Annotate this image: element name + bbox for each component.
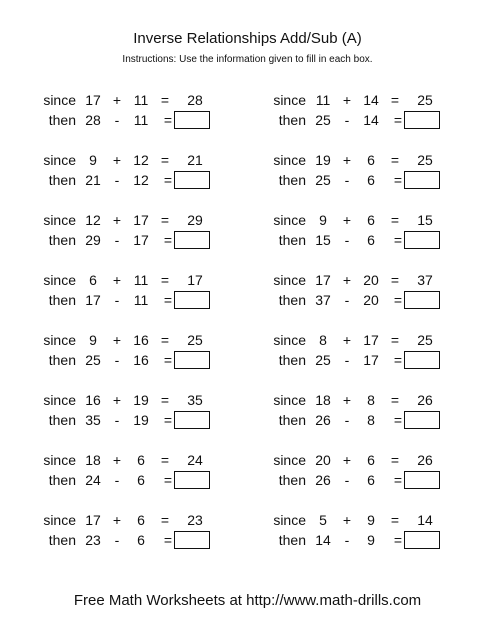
subtrahend: 8 — [367, 412, 375, 428]
sum-value: 26 — [417, 392, 433, 408]
plus-sign: + — [112, 152, 122, 168]
minus-sign: - — [114, 232, 120, 248]
answer-box[interactable] — [174, 231, 210, 249]
minuend: 28 — [85, 112, 101, 128]
worksheet-title: Inverse Relationships Add/Sub (A) — [133, 30, 362, 47]
minuend: 25 — [85, 352, 101, 368]
since-word: since — [273, 272, 306, 288]
equals-sign: = — [163, 532, 173, 548]
subtrahend: 11 — [133, 292, 149, 308]
problem-item — [40, 210, 240, 252]
then-line — [270, 530, 470, 550]
minuend: 17 — [85, 292, 101, 308]
then-line — [270, 410, 470, 430]
addend-a: 19 — [315, 152, 331, 168]
answer-box[interactable] — [174, 471, 210, 489]
equals-sign: = — [160, 452, 170, 468]
minus-sign: - — [344, 172, 350, 188]
equals-sign: = — [163, 472, 173, 488]
since-line — [270, 270, 470, 290]
addend-a: 9 — [319, 212, 327, 228]
subtrahend: 14 — [363, 112, 379, 128]
since-word: since — [273, 452, 306, 468]
since-word: since — [43, 152, 76, 168]
equals-sign: = — [390, 392, 400, 408]
subtrahend: 11 — [133, 112, 149, 128]
problem-item — [40, 450, 240, 492]
equals-sign: = — [160, 212, 170, 228]
sum-value: 14 — [417, 512, 433, 528]
addend-a: 18 — [315, 392, 331, 408]
addend-a: 12 — [85, 212, 101, 228]
since-word: since — [273, 152, 306, 168]
then-word: then — [48, 472, 76, 488]
since-line — [270, 150, 470, 170]
sum-value: 23 — [187, 512, 203, 528]
since-line — [40, 510, 240, 530]
minuend: 29 — [85, 232, 101, 248]
plus-sign: + — [342, 152, 352, 168]
answer-box[interactable] — [404, 171, 440, 189]
minus-sign: - — [114, 352, 120, 368]
answer-box[interactable] — [174, 411, 210, 429]
minuend: 25 — [315, 352, 331, 368]
then-line — [40, 230, 240, 250]
minus-sign: - — [114, 112, 120, 128]
since-word: since — [43, 392, 76, 408]
since-line — [40, 90, 240, 110]
minuend: 21 — [85, 172, 101, 188]
sum-value: 25 — [417, 152, 433, 168]
plus-sign: + — [112, 512, 122, 528]
minus-sign: - — [344, 112, 350, 128]
equals-sign: = — [390, 212, 400, 228]
since-word: since — [43, 512, 76, 528]
then-word: then — [278, 352, 306, 368]
equals-sign: = — [160, 152, 170, 168]
minus-sign: - — [344, 232, 350, 248]
plus-sign: + — [112, 212, 122, 228]
answer-box[interactable] — [404, 111, 440, 129]
equals-sign: = — [163, 112, 173, 128]
since-word: since — [273, 332, 306, 348]
sum-value: 25 — [187, 332, 203, 348]
addend-b: 6 — [367, 212, 375, 228]
answer-box[interactable] — [404, 471, 440, 489]
problem-item — [270, 390, 470, 432]
minuend: 15 — [315, 232, 331, 248]
then-line — [40, 350, 240, 370]
equals-sign: = — [163, 412, 173, 428]
equals-sign: = — [160, 92, 170, 108]
subtrahend: 9 — [367, 532, 375, 548]
equals-sign: = — [163, 292, 173, 308]
since-word: since — [43, 92, 76, 108]
answer-box[interactable] — [174, 351, 210, 369]
then-line — [40, 470, 240, 490]
since-word: since — [273, 212, 306, 228]
addend-a: 17 — [315, 272, 331, 288]
subtrahend: 12 — [133, 172, 149, 188]
minuend: 37 — [315, 292, 331, 308]
then-line — [40, 530, 240, 550]
problem-item — [270, 450, 470, 492]
then-line — [270, 230, 470, 250]
minus-sign: - — [114, 412, 120, 428]
equals-sign: = — [393, 412, 403, 428]
minus-sign: - — [114, 472, 120, 488]
footer-credit: Free Math Worksheets at http://www.math-drills.com — [73, 592, 422, 609]
addend-a: 17 — [85, 512, 101, 528]
answer-box[interactable] — [404, 411, 440, 429]
answer-box[interactable] — [404, 531, 440, 549]
equals-sign: = — [163, 172, 173, 188]
since-word: since — [273, 92, 306, 108]
equals-sign: = — [390, 452, 400, 468]
problem-item — [270, 510, 470, 552]
then-line — [270, 290, 470, 310]
then-word: then — [278, 292, 306, 308]
equals-sign: = — [393, 472, 403, 488]
then-line — [270, 170, 470, 190]
problem-item — [40, 150, 240, 192]
addend-b: 17 — [363, 332, 379, 348]
plus-sign: + — [342, 452, 352, 468]
addend-b: 16 — [133, 332, 149, 348]
addend-a: 5 — [319, 512, 327, 528]
then-word: then — [48, 532, 76, 548]
addend-a: 16 — [85, 392, 101, 408]
then-word: then — [48, 172, 76, 188]
since-line — [270, 450, 470, 470]
then-line — [40, 410, 240, 430]
since-line — [40, 330, 240, 350]
minuend: 24 — [85, 472, 101, 488]
then-word: then — [278, 232, 306, 248]
addend-a: 17 — [85, 92, 101, 108]
then-word: then — [278, 472, 306, 488]
addend-b: 11 — [133, 272, 149, 288]
equals-sign: = — [390, 152, 400, 168]
then-word: then — [48, 112, 76, 128]
answer-box[interactable] — [404, 231, 440, 249]
sum-value: 37 — [417, 272, 433, 288]
addend-b: 9 — [367, 512, 375, 528]
then-line — [270, 110, 470, 130]
since-line — [40, 210, 240, 230]
subtrahend: 20 — [363, 292, 379, 308]
minus-sign: - — [114, 532, 120, 548]
minus-sign: - — [114, 172, 120, 188]
minus-sign: - — [344, 412, 350, 428]
addend-b: 17 — [133, 212, 149, 228]
then-line — [40, 290, 240, 310]
plus-sign: + — [342, 332, 352, 348]
minus-sign: - — [344, 292, 350, 308]
problem-item — [270, 210, 470, 252]
equals-sign: = — [393, 292, 403, 308]
answer-box[interactable] — [174, 531, 210, 549]
minuend: 26 — [315, 412, 331, 428]
equals-sign: = — [160, 392, 170, 408]
plus-sign: + — [112, 272, 122, 288]
addend-a: 9 — [89, 152, 97, 168]
equals-sign: = — [390, 512, 400, 528]
addend-b: 6 — [137, 512, 145, 528]
addend-b: 14 — [363, 92, 379, 108]
addend-b: 20 — [363, 272, 379, 288]
plus-sign: + — [342, 212, 352, 228]
then-line — [40, 110, 240, 130]
subtrahend: 6 — [137, 472, 145, 488]
sum-value: 25 — [417, 92, 433, 108]
equals-sign: = — [393, 532, 403, 548]
then-line — [270, 350, 470, 370]
addend-b: 12 — [133, 152, 149, 168]
then-line — [40, 170, 240, 190]
minuend: 14 — [315, 532, 331, 548]
sum-value: 26 — [417, 452, 433, 468]
problem-item — [270, 330, 470, 372]
addend-b: 6 — [367, 152, 375, 168]
problem-item — [40, 330, 240, 372]
sum-value: 21 — [187, 152, 203, 168]
since-line — [270, 510, 470, 530]
sum-value: 17 — [187, 272, 203, 288]
since-line — [40, 450, 240, 470]
problem-grid — [0, 90, 495, 560]
addend-a: 8 — [319, 332, 327, 348]
problem-item — [270, 270, 470, 312]
since-line — [270, 210, 470, 230]
plus-sign: + — [112, 92, 122, 108]
plus-sign: + — [342, 92, 352, 108]
equals-sign: = — [393, 112, 403, 128]
minuend: 35 — [85, 412, 101, 428]
addend-a: 20 — [315, 452, 331, 468]
then-word: then — [278, 172, 306, 188]
addend-b: 19 — [133, 392, 149, 408]
minus-sign: - — [344, 532, 350, 548]
equals-sign: = — [390, 272, 400, 288]
addend-a: 9 — [89, 332, 97, 348]
minus-sign: - — [344, 352, 350, 368]
answer-box[interactable] — [174, 171, 210, 189]
addend-b: 11 — [133, 92, 149, 108]
sum-value: 15 — [417, 212, 433, 228]
subtrahend: 6 — [137, 532, 145, 548]
equals-sign: = — [393, 232, 403, 248]
minuend: 25 — [315, 172, 331, 188]
since-word: since — [43, 452, 76, 468]
then-word: then — [48, 292, 76, 308]
since-word: since — [43, 212, 76, 228]
subtrahend: 6 — [367, 232, 375, 248]
subtrahend: 17 — [133, 232, 149, 248]
since-word: since — [43, 272, 76, 288]
then-word: then — [278, 112, 306, 128]
problem-item — [40, 510, 240, 552]
addend-b: 6 — [137, 452, 145, 468]
answer-box[interactable] — [404, 291, 440, 309]
plus-sign: + — [112, 452, 122, 468]
since-word: since — [273, 392, 306, 408]
minus-sign: - — [344, 472, 350, 488]
addend-a: 6 — [89, 272, 97, 288]
then-word: then — [48, 352, 76, 368]
equals-sign: = — [390, 92, 400, 108]
equals-sign: = — [163, 232, 173, 248]
equals-sign: = — [160, 512, 170, 528]
then-word: then — [278, 532, 306, 548]
sum-value: 25 — [417, 332, 433, 348]
addend-a: 11 — [315, 92, 331, 108]
sum-value: 29 — [187, 212, 203, 228]
since-line — [270, 330, 470, 350]
problem-item — [40, 90, 240, 132]
since-line — [40, 150, 240, 170]
subtrahend: 16 — [133, 352, 149, 368]
since-word: since — [273, 512, 306, 528]
minuend: 26 — [315, 472, 331, 488]
equals-sign: = — [393, 352, 403, 368]
problem-item — [40, 390, 240, 432]
problem-item — [270, 90, 470, 132]
sum-value: 35 — [187, 392, 203, 408]
addend-a: 18 — [85, 452, 101, 468]
answer-box[interactable] — [174, 291, 210, 309]
problem-item — [270, 150, 470, 192]
then-word: then — [48, 412, 76, 428]
minuend: 25 — [315, 112, 331, 128]
addend-b: 8 — [367, 392, 375, 408]
since-line — [40, 270, 240, 290]
equals-sign: = — [160, 332, 170, 348]
since-line — [270, 390, 470, 410]
plus-sign: + — [112, 392, 122, 408]
then-word: then — [278, 412, 306, 428]
addend-b: 6 — [367, 452, 375, 468]
answer-box[interactable] — [404, 351, 440, 369]
subtrahend: 6 — [367, 172, 375, 188]
since-word: since — [43, 332, 76, 348]
equals-sign: = — [393, 172, 403, 188]
subtrahend: 17 — [363, 352, 379, 368]
problem-item — [40, 270, 240, 312]
sum-value: 24 — [187, 452, 203, 468]
equals-sign: = — [160, 272, 170, 288]
plus-sign: + — [342, 392, 352, 408]
plus-sign: + — [342, 272, 352, 288]
minus-sign: - — [114, 292, 120, 308]
minuend: 23 — [85, 532, 101, 548]
equals-sign: = — [163, 352, 173, 368]
plus-sign: + — [342, 512, 352, 528]
then-word: then — [48, 232, 76, 248]
subtrahend: 6 — [367, 472, 375, 488]
then-line — [270, 470, 470, 490]
answer-box[interactable] — [174, 111, 210, 129]
subtrahend: 19 — [133, 412, 149, 428]
worksheet-instructions: Instructions: Use the information given to fill in each box. — [122, 54, 373, 65]
equals-sign: = — [390, 332, 400, 348]
sum-value: 28 — [187, 92, 203, 108]
plus-sign: + — [112, 332, 122, 348]
since-line — [270, 90, 470, 110]
since-line — [40, 390, 240, 410]
